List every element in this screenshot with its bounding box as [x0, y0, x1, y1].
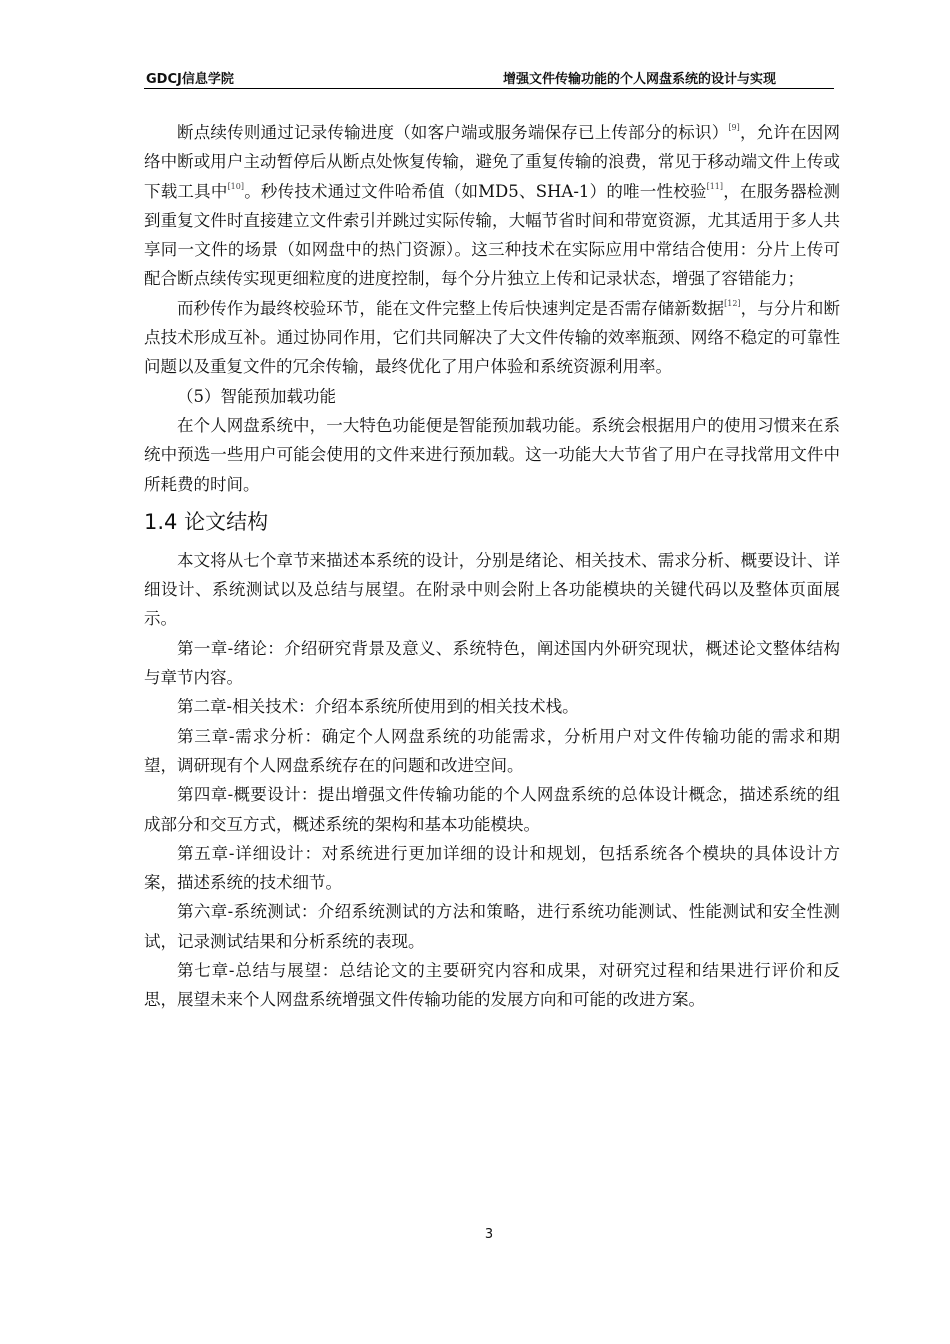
chapter-item: 第五章-详细设计：对系统进行更加详细的设计和规划，包括系统各个模块的具体设计方案，描述系统的技术细节。: [144, 843, 840, 893]
chapter-item: 第三章-需求分析：确定个人网盘系统的功能需求，分析用户对文件传输功能的需求和期望，调研现有个人网盘系统存在的问题和改进空间。: [144, 726, 840, 775]
header-thesis-title: 增强文件传输功能的个人网盘系统的设计与实现: [502, 72, 776, 87]
paragraph-instant-upload: 而秒传作为最终校验环节，能在文件完整上传后快速判定是否需存储新数据[12]，与分片和断点技术形成互补。通过协同作用，它们共同解决了大文件传输的效率瓶颈、网络不稳定的可靠性问题以及重复文件的冗余传输，最终优化了用户体验和系统资源利用率。: [144, 298, 841, 377]
citation-12: [12]: [724, 298, 741, 308]
paragraph-resume-transfer: 断点续传则通过记录传输进度（如客户端或服务端保存已上传部分的标识）[9]，允许在因网络中断或用户主动暂停后从断点处恢复传输，避免了重复传输的浪费，常见于移动端文件上传或下载工具中[10]。秒传技术通过文件哈希值（如MD5、SHA-1）的唯一性校验[11]，在服务器检测到重复文件时直接建立文件索引并跳过实际传输，大幅节省时间和带宽资源，尤其适用于多人共享同一文件的场景（如网盘中的热门资源）。这三种技术在实际应用中常结合使用：分片上传可配合断点续传实现更细粒度的进度控制，每个分片独立上传和记录状态，增强了容错能力；: [144, 123, 841, 289]
section-heading: 1.4 论文结构: [144, 509, 269, 534]
subheading-smart-preload: （5）智能预加载功能: [177, 386, 336, 406]
paragraph-smart-preload: 在个人网盘系统中，一大特色功能便是智能预加载功能。系统会根据用户的使用习惯来在系统中预选一些用户可能会使用的文件来进行预加载。这一功能大大节省了用户在寻找常用文件中所耗费的时间。: [144, 415, 840, 494]
citation-10: [10]: [227, 181, 244, 191]
header-institution: GDCJ信息学院: [146, 72, 234, 87]
paragraph-structure-intro: 本文将从七个章节来描述本系统的设计，分别是绪论、相关技术、需求分析、概要设计、详细设计、系统测试以及总结与展望。在附录中则会附上各功能模块的关键代码以及整体页面展示。: [144, 550, 840, 629]
citation-9: [9]: [728, 123, 740, 132]
citation-11: [11]: [706, 181, 724, 191]
chapter-item: 第二章-相关技术：介绍本系统所使用到的相关技术栈。: [177, 697, 579, 717]
page-body: [144, 118, 840, 1015]
chapter-item: 第一章-绪论：介绍研究背景及意义、系统特色，阐述国内外研究现状，概述论文整体结构与章节内容。: [144, 638, 840, 688]
chapter-item: 第六章-系统测试：介绍系统测试的方法和策略，进行系统功能测试、性能测试和安全性测试，记录测试结果和分析系统的表现。: [144, 902, 840, 951]
chapter-item: 第七章-总结与展望：总结论文的主要研究内容和成果，对研究过程和结果进行评价和反思，展望未来个人网盘系统增强文件传输功能的发展方向和可能的改进方案。: [144, 961, 840, 1010]
chapter-item: 第四章-概要设计：提出增强文件传输功能的个人网盘系统的总体设计概念，描述系统的组成部分和交互方式，概述系统的架构和基本功能模块。: [144, 785, 840, 834]
page-number: 3: [484, 1227, 494, 1242]
page-header: [144, 66, 834, 89]
